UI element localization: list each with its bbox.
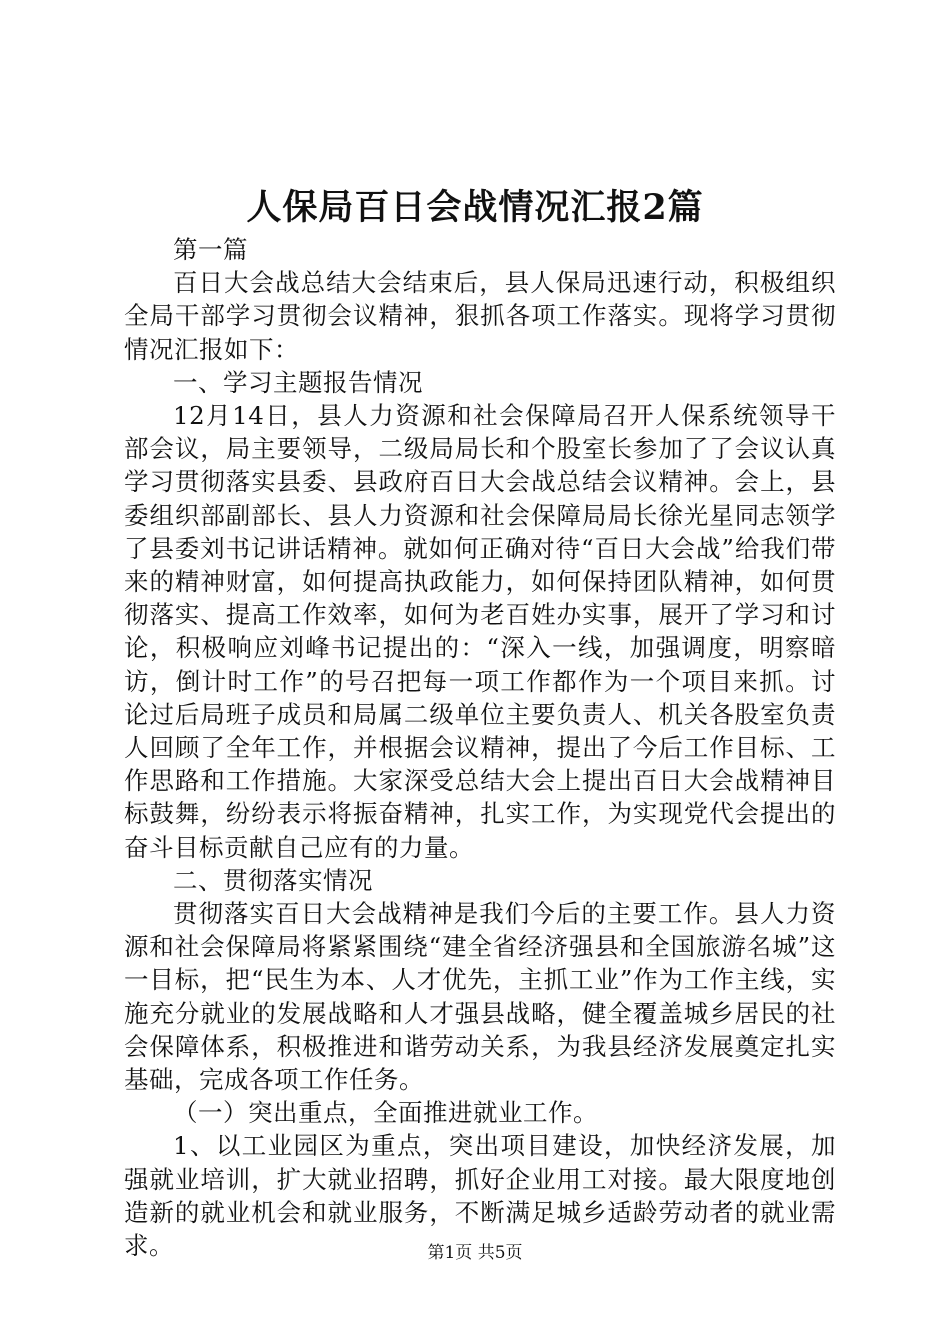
document-title: 人保局百日会战情况汇报2篇 xyxy=(246,187,704,228)
paragraph: 贯彻落实百日大会战精神是我们今后的主要工作。县人力资源和社会保障局将紧紧围绕“建全省经济强县和全国旅游名城”这一目标，把“民生为本、人才优先，主抓工业”作为工作主线，实施充分就业的发展战略和人才强县战略，健全覆盖城乡居民的社会保障体系，积极推进和谐劳动关系，为我县经济发展奠定扎实基础，完成各项工作任务。 xyxy=(124,899,836,1095)
subsection-heading: （一）突出重点，全面推进就业工作。 xyxy=(173,1098,598,1128)
section-heading: 一、学习主题报告情况 xyxy=(173,367,423,397)
section-heading: 二、贯彻落实情况 xyxy=(173,865,373,895)
document-body xyxy=(124,233,836,1262)
paragraph: 1、以工业园区为重点，突出项目建设，加快经济发展，加强就业培训，扩大就业招聘，抓好企业用工对接。最大限度地创造新的就业机会和就业服务，不断满足城乡适龄劳动者的就业需求。 xyxy=(124,1131,836,1261)
paragraph: 12月14日，县人力资源和社会保障局召开人保系统领导干部会议，局主要领导，二级局局长和个股室长参加了了会议认真学习贯彻落实县委、县政府百日大会战总结会议精神。会上，县委组织部副部长、县人力资源和社会保障局局长徐光星同志领学了县委刘书记讲话精神。就如何正确对待“百日大会战”给我们带来的精神财富，如何提高执政能力，如何保持团队精神，如何贯彻落实、提高工作效率，如何为老百姓办实事，展开了学习和讨论，积极响应刘峰书记提出的：“深入一线，加强调度，明察暗访，倒计时工作”的号召把每一项工作都作为一个项目来抓。讨论过后局班子成员和局属二级单位主要负责人、机关各股室负责人回顾了全年工作，并根据会议精神，提出了今后工作目标、工作思路和工作措施。大家深受总结大会上提出百日大会战精神目标鼓舞，纷纷表示将振奋精神，扎实工作，为实现党代会提出的奋斗目标贡献自己应有的力量。 xyxy=(124,401,836,862)
section-heading: 第一篇 xyxy=(173,235,248,264)
page-number-footer: 第1页 共5页 xyxy=(427,1243,523,1263)
paragraph: 百日大会战总结大会结束后，县人保局迅速行动，积极组织全局干部学习贯彻会议精神，狠抓各项工作落实。现将学习贯彻情况汇报如下： xyxy=(124,268,836,364)
